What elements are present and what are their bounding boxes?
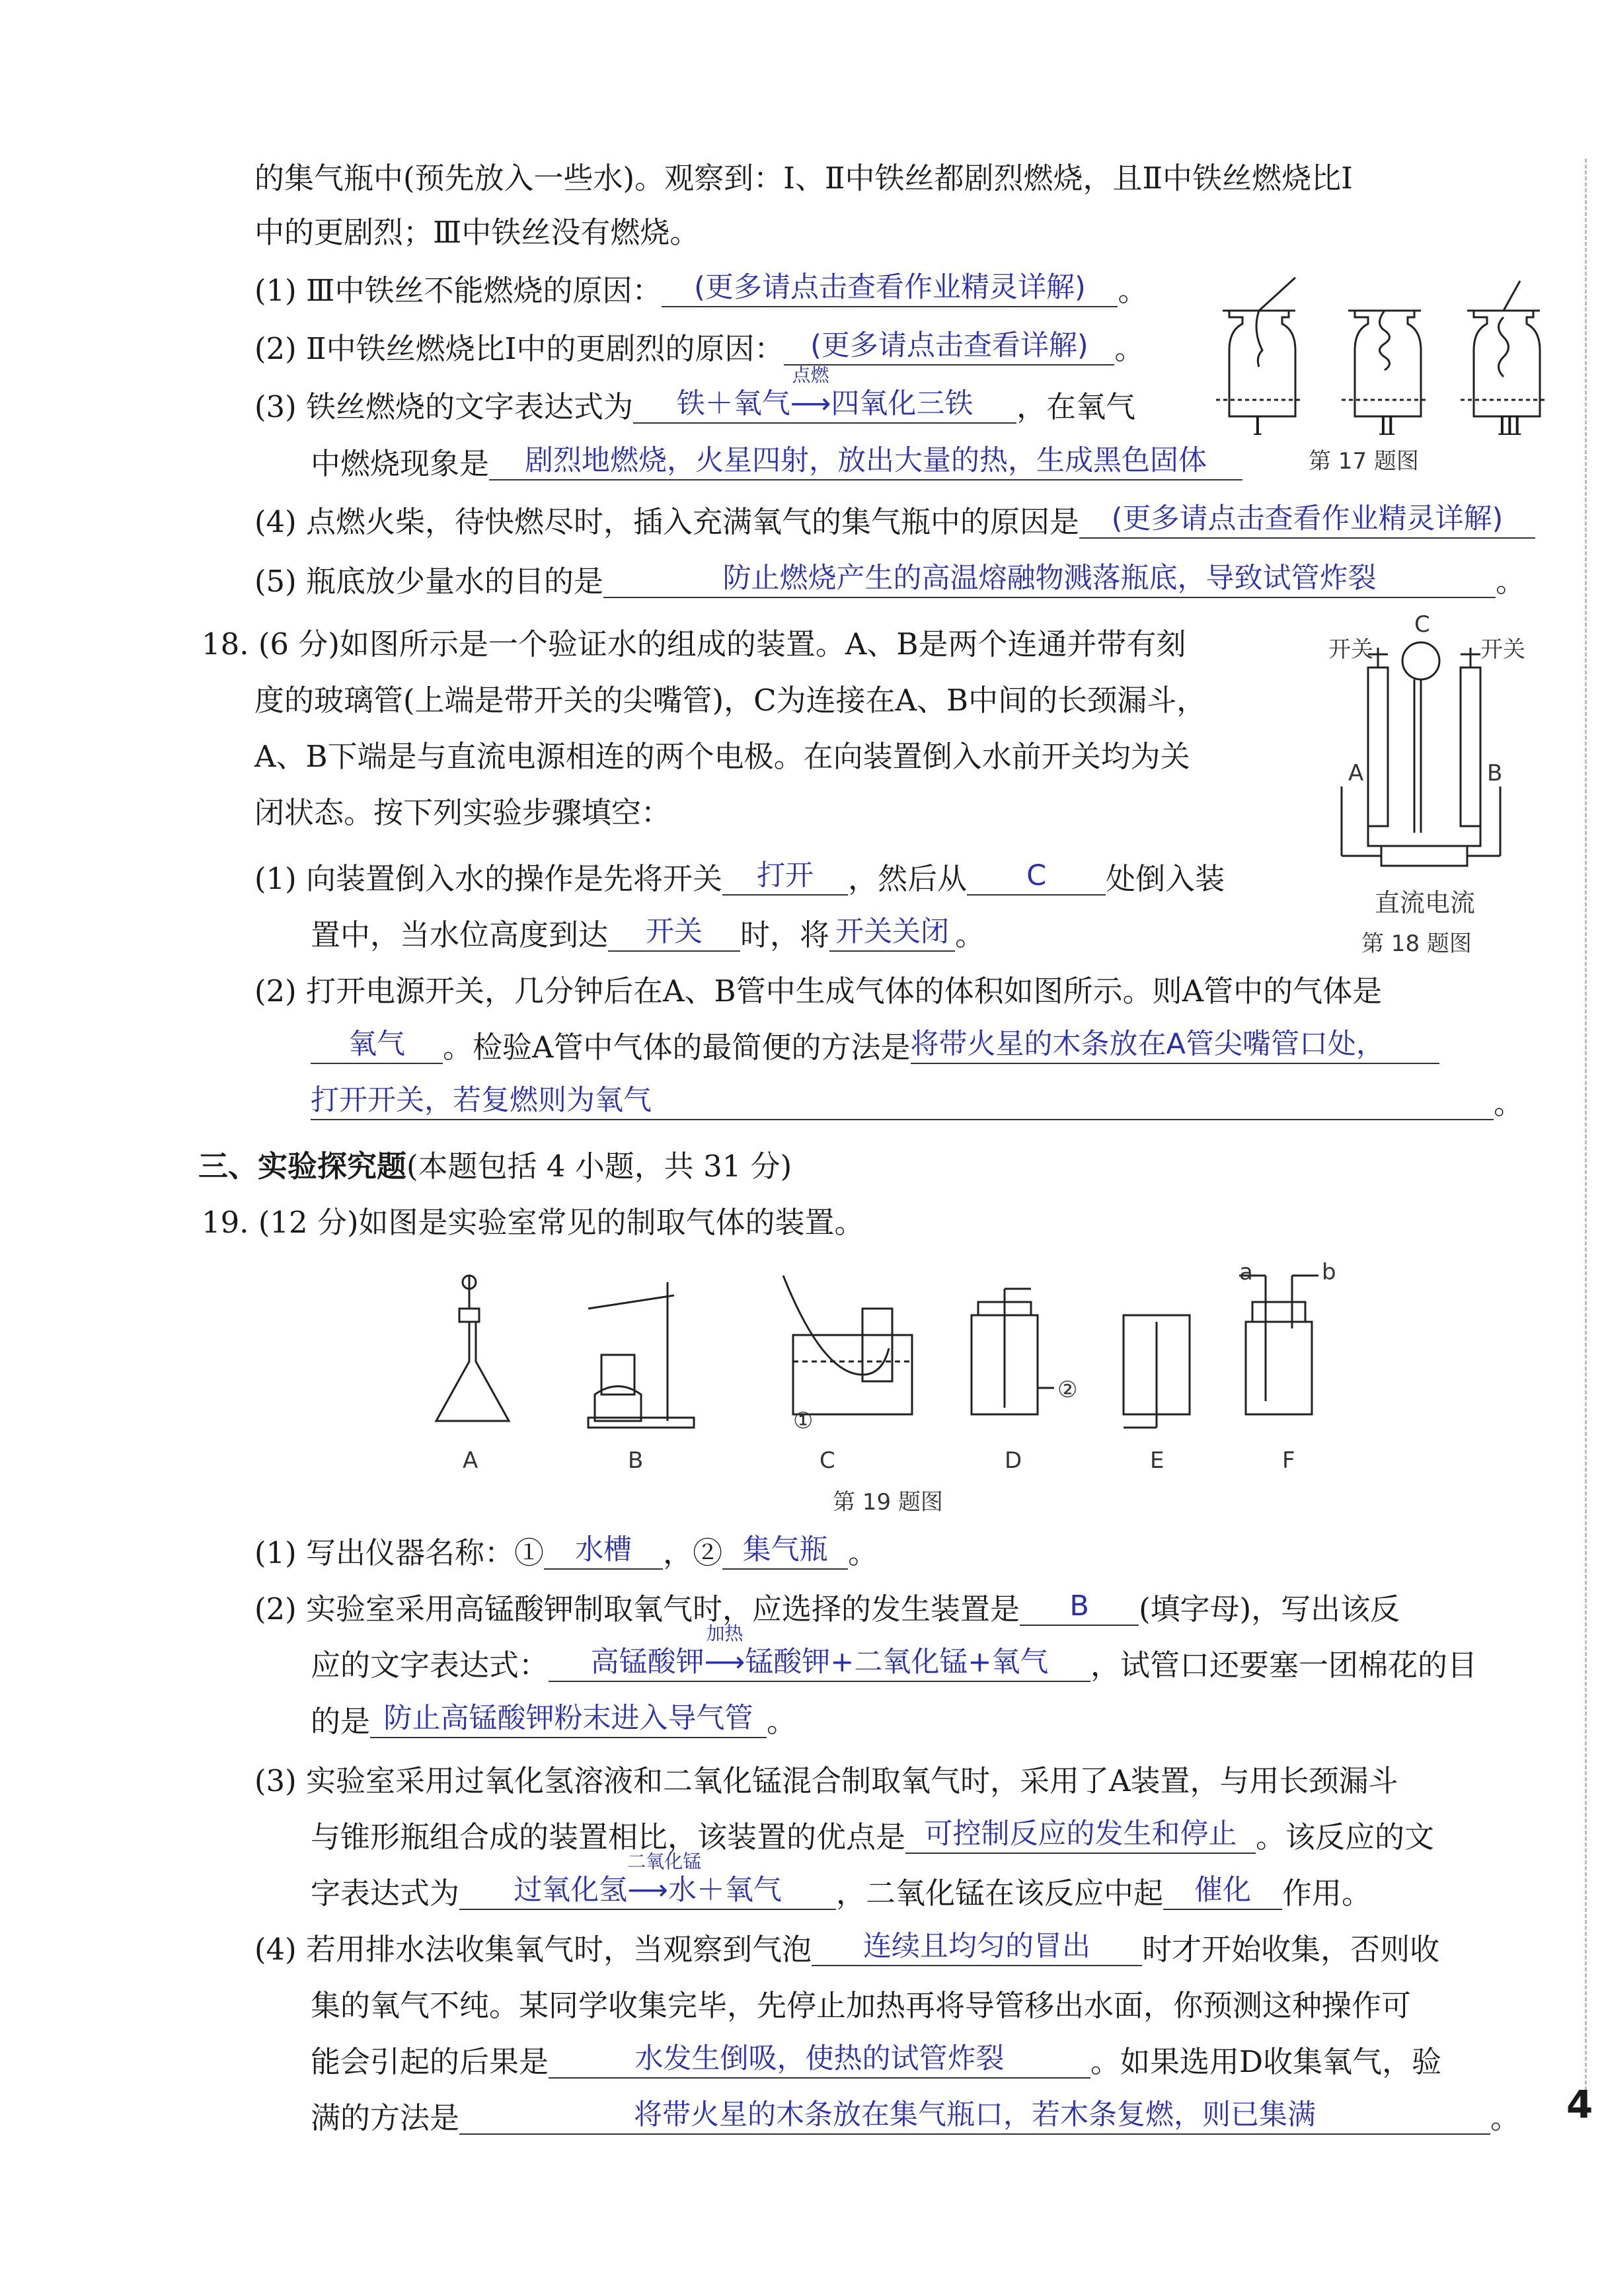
page-number: 4 [1566, 2082, 1593, 2127]
q18-part1-text-a: (1) 向装置倒入水的操作是先将开关 [254, 861, 723, 896]
margin-dashed-line [1585, 159, 1587, 2108]
q19-part1 [254, 1533, 878, 1574]
q19-part2-answer1: B [1020, 1588, 1139, 1626]
q17-figure [1209, 271, 1566, 430]
q18-part1b-text-b: 时，将 [740, 917, 830, 952]
q17-part4-text: (4) 点燃火柴，待快燃尽时，插入充满氧气的集气瓶中的原因是 [254, 504, 1080, 539]
q17-fig-label-3: Ⅲ [1497, 411, 1523, 441]
q19-part4c-text-a: 能会引起的后果是 [311, 2044, 549, 2079]
q17-fig-label-1: Ⅰ [1252, 411, 1263, 441]
q17-part5-answer: 防止燃烧产生的高温熔融物溅落瓶底，导致试管炸裂 [603, 560, 1496, 598]
q18-line1: 18. (6 分)如图所示是一个验证水的组成的装置。A、B是两个连通并带有刻 [202, 627, 1186, 662]
q17-part3-equation [633, 364, 1016, 424]
q17-part3-text: (3) 铁丝燃烧的文字表达式为 [254, 389, 634, 424]
q17-eq-arrow: 点燃 ⟶ [790, 364, 831, 420]
q18-part1-text-c: 处倒入装 [1106, 861, 1225, 896]
q19-fig-a-label: a [1239, 1259, 1253, 1285]
q19-part1-answer2: 集气瓶 [722, 1531, 848, 1570]
q19-part4-text-b: 时才开始收集，否则收 [1142, 1932, 1440, 1967]
q19-part3c-answer: 催化 [1163, 1872, 1282, 1910]
q17-eq-right: 四氧化三铁 [831, 387, 973, 420]
q17-part2-text: (2) Ⅱ中铁丝燃烧比Ⅰ中的更剧烈的原因： [254, 331, 784, 366]
q17-part3b [311, 444, 1242, 484]
q19-part4-answer: 连续且均匀的冒出 [812, 1928, 1142, 1966]
q19-part3: (3) 实验室采用过氧化氢溶液和二氧化锰混合制取氧气时，采用了A装置，与用长颈漏斗 [254, 1763, 1398, 1798]
q17-eq-left: 铁＋氧气 [676, 387, 790, 420]
q19-fig-label-D: D [1005, 1447, 1022, 1474]
q19-fig-mark2: ② [1057, 1377, 1078, 1403]
q17-part3-tail: ，在氧气 [1016, 389, 1136, 424]
q19-part4 [254, 1930, 1439, 1970]
q19-eq2-left: 过氧化氢 [514, 1874, 628, 1907]
q19-part2c-answer: 防止高锰酸钾粉末进入导气管 [370, 1700, 767, 1738]
q19-part4-text-a: (4) 若用排水法收集氧气时，当观察到气泡 [254, 1932, 812, 1967]
q18-fig-switch-left: 开关 [1328, 636, 1373, 663]
q18-fig-a: A [1348, 760, 1364, 786]
q17-intro-line2: 中的更剧烈；Ⅲ中铁丝没有燃烧。 [254, 215, 700, 250]
q19-part3c-equation [459, 1851, 836, 1910]
q17-part4 [254, 502, 1535, 543]
q19-figure [423, 1269, 1335, 1441]
q19-part2c-text-b: 。 [767, 1704, 797, 1739]
q19-part2-text-a: (2) 实验室采用高锰酸钾制取氧气时，应选择的发生装置是 [254, 1591, 1020, 1626]
q19-part4d-answer: 将带火星的木条放在集气瓶口，若木条复燃，则已集满 [459, 2096, 1490, 2135]
q17-part1: (1) Ⅲ中铁丝不能燃烧的原因： (更多请点击查看作业精灵详解) 。 [254, 271, 1147, 311]
q18-fig-c: C [1414, 611, 1430, 638]
q19-fig-label-B: B [628, 1447, 644, 1474]
q19-part3c-text-c: 作用。 [1282, 1876, 1372, 1911]
q19-part4c-answer: 水发生倒吸，使热的试管炸裂 [549, 2040, 1090, 2079]
q18-part1b-answer2: 开关关闭 [829, 913, 955, 952]
q19-line1: 19. (12 分)如图是实验室常见的制取气体的装置。 [202, 1205, 864, 1240]
q19-eq2-arrow: 二氧化锰 ⟶ [627, 1851, 702, 1907]
q18-part1-text-b: ，然后从 [848, 861, 968, 896]
q18-line2: 度的玻璃管(上端是带开关的尖嘴管)，C为连接在A、B中间的长颈漏斗， [254, 683, 1207, 718]
q18-line4: 闭状态。按下列实验步骤填空： [254, 795, 671, 830]
q19-part3c-text-b: ，二氧化锰在该反应中起 [836, 1876, 1164, 1911]
q18-line3: A、B下端是与直流电源相连的两个电极。在向装置倒入水前开关均为关 [254, 739, 1190, 774]
q17-part4-answer: (更多请点击查看作业精灵详解) [1079, 500, 1535, 539]
q19-part1-text-a: (1) 写出仪器名称：① [254, 1535, 545, 1570]
q19-part3b-answer: 可控制反应的发生和停止 [905, 1816, 1256, 1854]
q19-part2c-text-a: 的是 [311, 1704, 371, 1739]
q18-part1b-text-c: 。 [955, 917, 985, 952]
q19-part4c [311, 2042, 1441, 2083]
q19-part3c [311, 1851, 1372, 1914]
q18-part2c-answer: 打开开关，若复燃则为氧气 [311, 1082, 1494, 1120]
q19-part4d [311, 2098, 1520, 2139]
q17-part3 [254, 364, 1136, 428]
q19-eq1-left: 高锰酸钾 [590, 1646, 705, 1679]
section3-heading [198, 1147, 792, 1186]
q18-fig-switch-right: 开关 [1480, 636, 1525, 663]
q18-part1-answer1: 打开 [722, 857, 848, 896]
q19-part3c-text-a: 字表达式为 [311, 1876, 460, 1911]
q19-part3b-text-b: 。该反应的文 [1256, 1819, 1435, 1855]
q19-part2b [311, 1623, 1478, 1686]
q17-part5-text: (5) 瓶底放少量水的目的是 [254, 564, 604, 599]
q19-eq2-right: 水＋氧气 [668, 1874, 782, 1907]
q19-eq2-condition: 二氧化锰 [627, 1851, 702, 1872]
q17-part1-answer: (更多请点击查看作业精灵详解) [662, 269, 1118, 307]
q19-part2b-equation [549, 1623, 1090, 1682]
q19-part2b-text-a: 应的文字表达式： [311, 1648, 549, 1683]
q19-part1-answer1: 水槽 [544, 1531, 663, 1570]
q19-part4d-text-b: 。 [1490, 2100, 1521, 2135]
q18-part1 [254, 859, 1225, 899]
section3-note: (本题包括 4 小题，共 31 分) [406, 1149, 792, 1184]
q17-part3b-text: 中燃烧现象是 [311, 446, 490, 481]
q18-part2b [311, 1028, 1439, 1068]
q19-part3b-text-a: 与锥形瓶组合成的装置相比，该装置的优点是 [311, 1819, 906, 1855]
q18-part1-answer2: C [967, 857, 1106, 896]
q19-part1-text-b: ，② [663, 1535, 723, 1570]
q19-fig-label-E: E [1150, 1447, 1164, 1474]
q19-part3b [311, 1818, 1434, 1858]
q17-eq-condition: 点燃 [792, 364, 829, 386]
q18-part2c: 打开开关，若复燃则为氧气 。 [311, 1084, 1523, 1124]
q18-part1b [311, 915, 985, 956]
q18-part2b-answer2: 将带火星的木条放在A管尖嘴管口处， [911, 1026, 1439, 1064]
q18-fig-b: B [1487, 760, 1503, 786]
q18-part2b-answer1: 氧气 [311, 1026, 443, 1064]
q19-fig-label-F: F [1282, 1447, 1295, 1474]
q19-part2b-text-b: ，试管口还要塞一团棉花的目 [1090, 1648, 1478, 1683]
q17-part3b-answer: 剧烈地燃烧，火星四射，放出大量的热，生成黑色固体 [489, 442, 1242, 480]
q17-intro-line1: 的集气瓶中(预先放入一些水)。观察到：Ⅰ、Ⅱ中铁丝都剧烈燃烧，且Ⅱ中铁丝燃烧比Ⅰ [254, 161, 1353, 196]
q18-part1b-answer1: 开关 [608, 913, 740, 952]
q19-part2 [254, 1589, 1400, 1630]
q19-part4d-text-a: 满的方法是 [311, 2100, 460, 2135]
q18-part1b-text-a: 置中，当水位高度到达 [311, 917, 609, 952]
q19-fig-caption: 第 19 题图 [833, 1489, 943, 1515]
q19-eq1-arrow: 加热 ⟶ [704, 1623, 745, 1679]
q19-fig-label-C: C [820, 1447, 835, 1474]
q19-fig-mark1: ① [793, 1408, 814, 1434]
q19-eq1-right: 锰酸钾+二氧化锰+氧气 [745, 1646, 1049, 1679]
q19-eq1-condition: 加热 [706, 1623, 744, 1644]
q19-fig-label-A: A [463, 1447, 478, 1474]
q18-fig-power: 直流电流 [1375, 888, 1476, 917]
q18-fig-caption: 第 18 题图 [1361, 931, 1472, 957]
q17-part5: (5) 瓶底放少量水的目的是 防止燃烧产生的高温熔融物溅落瓶底，导致试管炸裂 。 [254, 562, 1525, 602]
q19-part1-text-c: 。 [848, 1535, 878, 1570]
q17-fig-caption: 第 17 题图 [1309, 448, 1419, 475]
q17-fig-label-2: Ⅱ [1378, 411, 1396, 441]
q18-part2: (2) 打开电源开关，几分钟后在A、B管中生成气体的体积如图所示。则A管中的气体是 [254, 974, 1383, 1009]
q19-part2-text-b: (填字母)，写出该反 [1139, 1591, 1400, 1626]
q17-part2: (2) Ⅱ中铁丝燃烧比Ⅰ中的更剧烈的原因： (更多请点击查看详解) 。 [254, 329, 1144, 369]
section3-title: 三、实验探究题 [198, 1149, 407, 1184]
q18-part2b-text: 。检验A管中气体的最简便的方法是 [443, 1030, 911, 1065]
q19-part4c-text-b: 。如果选用D收集氧气，验 [1090, 2044, 1442, 2079]
q19-part4b: 集的氧气不纯。某同学收集完毕，先停止加热再将导管移出水面，你预测这种操作可 [311, 1988, 1412, 2023]
q19-fig-b-label: b [1322, 1259, 1336, 1285]
q19-part2c [311, 1702, 796, 1742]
q17-part1-text: (1) Ⅲ中铁丝不能燃烧的原因： [254, 273, 662, 308]
q17-part2-answer: (更多请点击查看详解) [784, 327, 1114, 365]
